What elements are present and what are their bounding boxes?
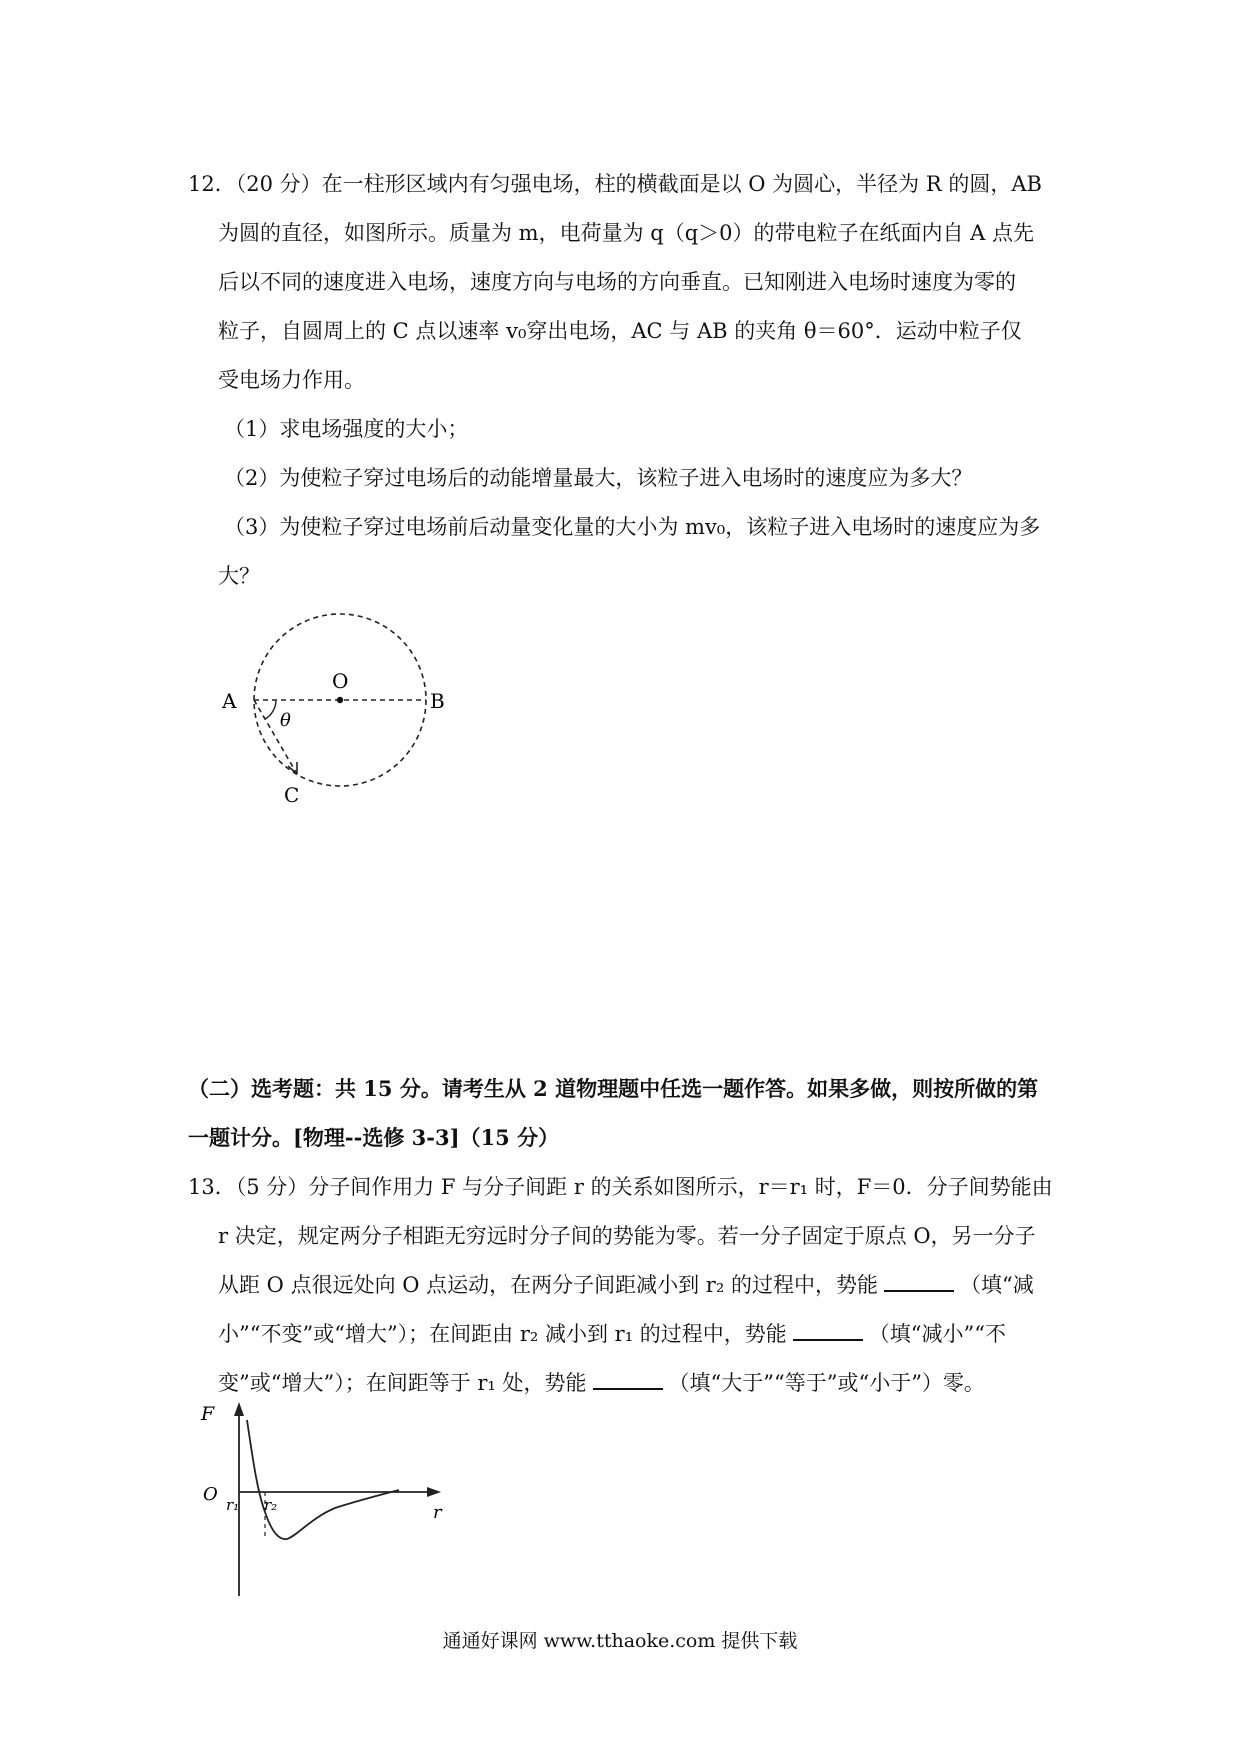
q12-part-2: （2）为使粒子穿过电场后的动能增量最大，该粒子进入电场时的速度应为多大？ (224, 466, 973, 490)
center-point-o (337, 697, 343, 703)
label-o: O (332, 669, 349, 693)
angle-arc (265, 700, 276, 719)
question-12 (188, 160, 1058, 601)
label-theta: θ (280, 710, 291, 731)
y-axis-arrow-icon (234, 1402, 244, 1416)
q13-line-3 (188, 1261, 1068, 1310)
q12-line-1: 12．（20 分）在一柱形区域内有匀强电场，柱的横截面是以 O 为圆心，半径为 R 的圆，AB (188, 172, 1042, 196)
q12-part-3-cont: 大？ (218, 564, 260, 588)
q13-line-5-text-b: （填“大于”“等于”或“小于”）零。 (668, 1371, 985, 1395)
section-2-line-2: 一题计分。[物理--选修 3-3]（15 分） (188, 1125, 560, 1150)
label-r: r (433, 1502, 442, 1523)
label-f: F (201, 1403, 215, 1425)
q13-line-5-text-a: 变”或“增大”）；在间距等于 r₁ 处，势能 (218, 1371, 587, 1395)
label-r1: r₁ (226, 1496, 240, 1514)
label-b: B (430, 689, 445, 713)
answer-blank-1[interactable] (884, 1272, 954, 1292)
q13-line-2: r 决定，规定两分子相距无穷远时分子间的势能为零。若一分子固定于原点 O，另一分子 (218, 1224, 1036, 1248)
q12-line-2: 为圆的直径，如图所示。质量为 m，电荷量为 q（q＞0）的带电粒子在纸面内自 A 点先 (218, 221, 1035, 245)
label-origin: O (203, 1484, 218, 1505)
q12-line-5: 受电场力作用。 (218, 368, 365, 392)
section-2-header (188, 1064, 1068, 1162)
answer-blank-2[interactable] (793, 1321, 863, 1341)
q12-line-4: 粒子，自圆周上的 C 点以速率 v₀穿出电场，AC 与 AB 的夹角 θ＝60°．运动中粒子仅 (218, 319, 1022, 343)
q13-line-3-text-a: 从距 O 点很远处向 O 点运动，在两分子间距减小到 r₂ 的过程中，势能 (218, 1273, 878, 1297)
q13-line-3-text-b: （填“减 (959, 1273, 1034, 1297)
page-footer: 通通好课网 www.tthaoke.com 提供下载 (442, 1630, 798, 1652)
q13-line-4 (188, 1310, 1068, 1359)
force-curve (247, 1420, 399, 1539)
q13-force-graph (201, 1400, 475, 1600)
question-13 (188, 1163, 1068, 1408)
q12-part-1: （1）求电场强度的大小； (224, 417, 469, 441)
q13-line-1: 13．（5 分）分子间作用力 F 与分子间距 r 的关系如图所示，r＝r₁ 时，F＝0．分子间势能由 (188, 1175, 1053, 1199)
label-r2: r₂ (264, 1496, 278, 1514)
label-a: A (222, 689, 237, 713)
q12-part-3: （3）为使粒子穿过电场前后动量变化量的大小为 mv₀，该粒子进入电场时的速度应为多 (224, 515, 1041, 539)
q13-line-4-text-b: （填“减小”“不 (868, 1322, 1007, 1346)
section-2-line-1: （二）选考题：共 15 分。请考生从 2 道物理题中任选一题作答。如果多做，则按所做的第 (188, 1076, 1039, 1101)
label-c: C (284, 783, 300, 807)
q12-line-3: 后以不同的速度进入电场，速度方向与电场的方向垂直。已知刚进入电场时速度为零的 (218, 270, 1016, 294)
answer-blank-3[interactable] (593, 1370, 663, 1390)
x-axis-arrow-icon (427, 1487, 441, 1497)
q12-circle-figure (218, 600, 478, 810)
q13-line-4-text-a: 小”“不变”或“增大”）；在间距由 r₂ 减小到 r₁ 的过程中，势能 (218, 1322, 787, 1346)
